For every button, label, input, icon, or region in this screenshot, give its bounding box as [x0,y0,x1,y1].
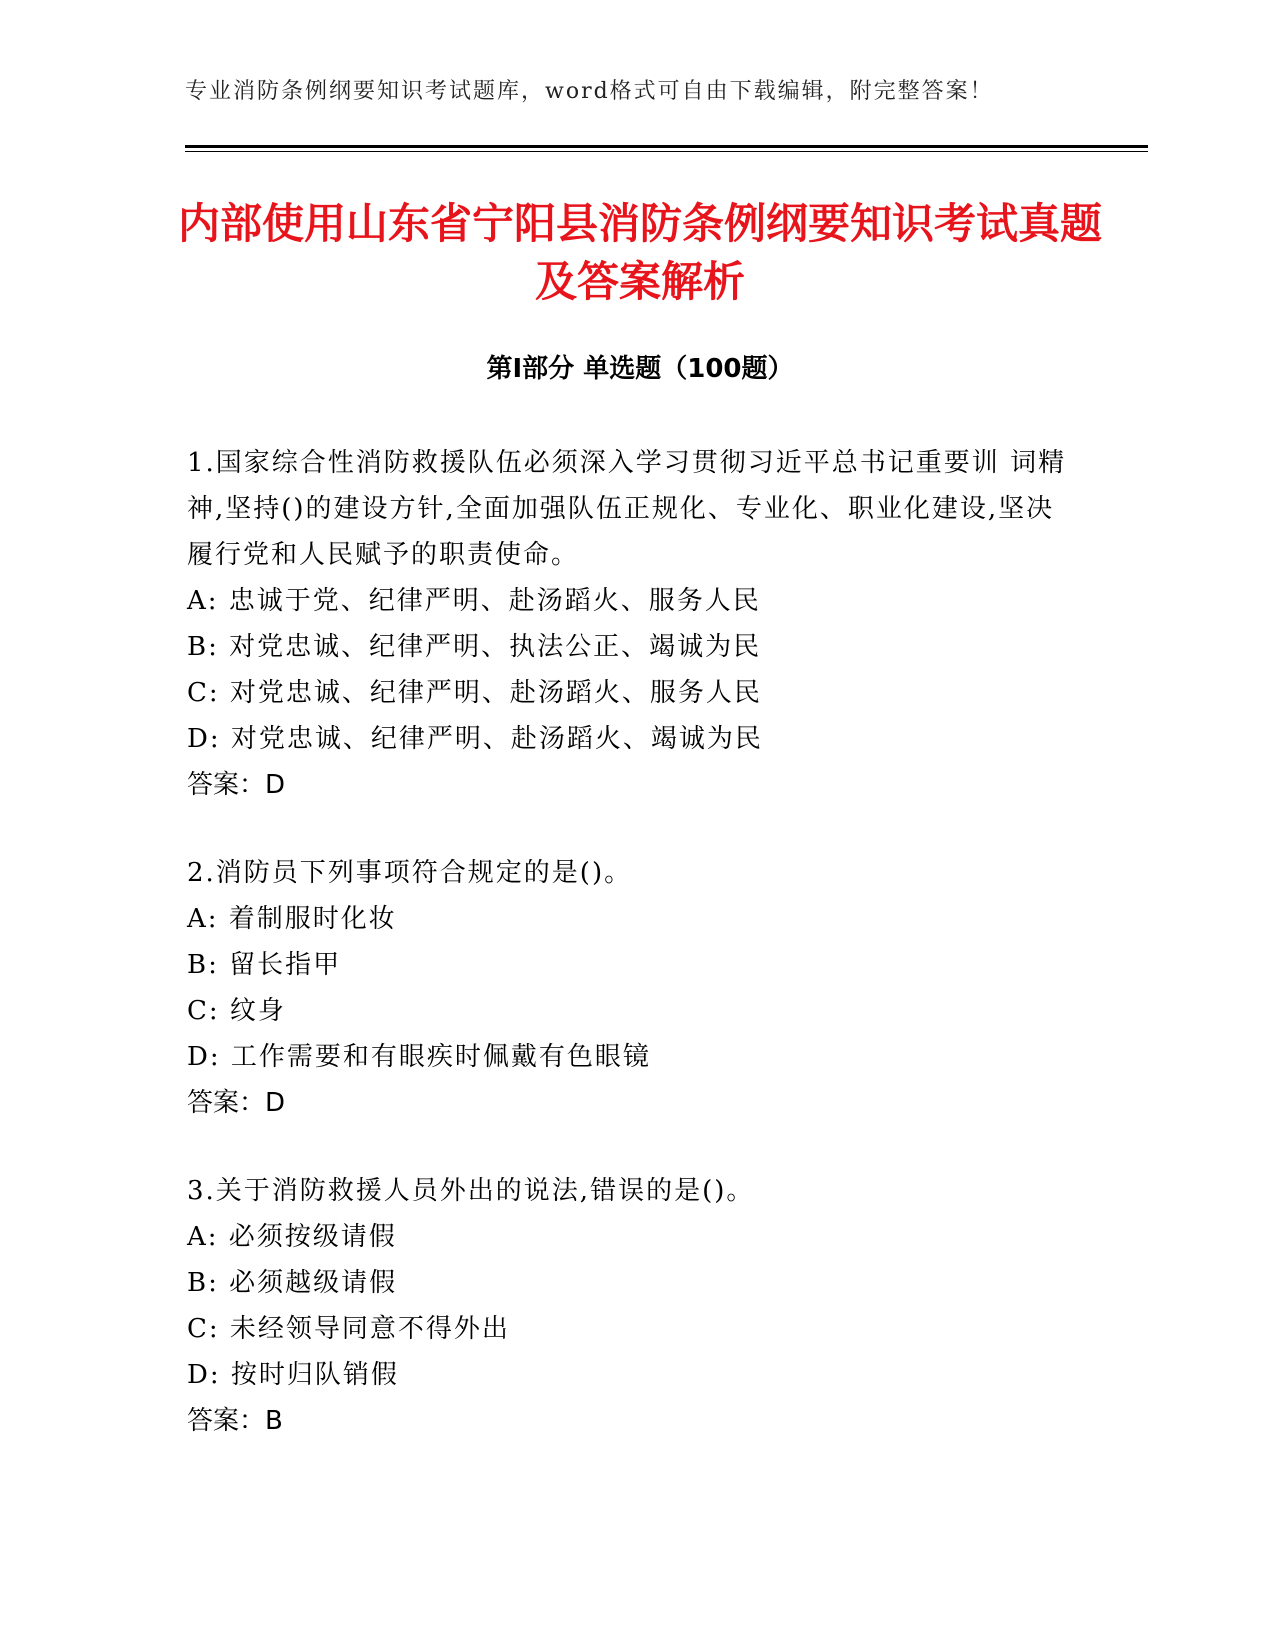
section-title: 第Ⅰ部分 单选题（100题） [486,354,794,384]
option-list [187,578,1077,762]
option-c: C: 纹身 [187,996,286,1026]
option-d: D: 工作需要和有眼疾时佩戴有色眼镜 [187,1042,651,1072]
option-c: C: 未经领导同意不得外出 [187,1314,510,1344]
option-list [187,896,1077,1080]
option-d: D: 按时归队销假 [187,1360,399,1390]
answer-line: 答案：B [187,1406,283,1436]
question-stem: 3.关于消防救援人员外出的说法,错误的是()。 [187,1176,755,1206]
option-d: D: 对党忠诚、纪律严明、赴汤蹈火、竭诚为民 [187,724,763,754]
document-title: 内部使用山东省宁阳县消防条例纲要知识考试真题及答案解析 [177,199,1102,306]
header-rule-thin [185,151,1148,152]
question-stem: 2.消防员下列事项符合规定的是()。 [187,858,633,888]
option-b: B: 对党忠诚、纪律严明、执法公正、竭诚为民 [187,632,762,662]
option-a: A: 着制服时化妆 [187,904,397,934]
option-list [187,1214,1077,1398]
question-stem: 1.国家综合性消防救援队伍必须深入学习贯彻习近平总书记重要训 词精神,坚持()的建设方针,全面加强队伍正规化、专业化、职业化建设,坚决履行党和人民赋予的职责使命。 [187,448,1067,570]
option-b: B: 留长指甲 [187,950,342,980]
answer-line: 答案：D [187,1088,286,1118]
option-b: B: 必须越级请假 [187,1268,398,1298]
header-rule-thick [185,145,1148,148]
option-a: A: 必须按级请假 [187,1222,397,1252]
option-c: C: 对党忠诚、纪律严明、赴汤蹈火、服务人民 [187,678,762,708]
page-header-text: 专业消防条例纲要知识考试题库，word格式可自由下载编辑，附完整答案！ [185,79,994,104]
option-a: A: 忠诚于党、纪律严明、赴汤蹈火、服务人民 [187,586,761,616]
question-1 [187,440,1077,808]
question-3 [187,1168,1077,1444]
answer-line: 答案：D [187,770,286,800]
question-2 [187,850,1077,1126]
